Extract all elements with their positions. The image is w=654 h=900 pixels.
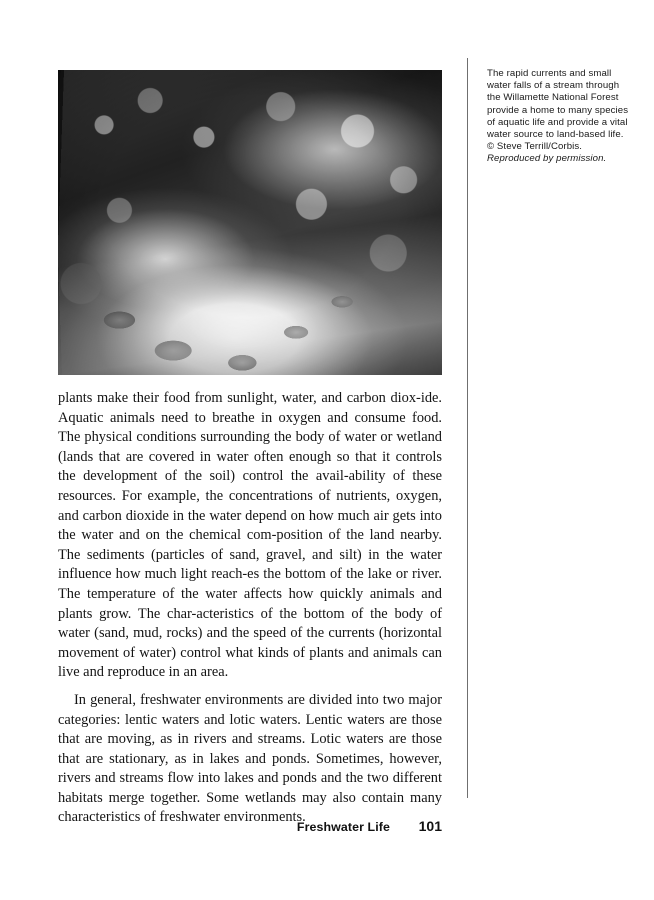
figure-permission-text: Reproduced by permission. xyxy=(487,153,607,165)
figure-credit-text: © Steve Terrill/Corbis. xyxy=(487,141,583,153)
margin-divider-rule xyxy=(467,58,468,798)
body-paragraph-2: In general, freshwater environments are divided into two major categories: lentic waters and lotic waters. Lentic waters are those that are moving, as in rivers and streams. Lotic waters are those that are stationary, as in lakes and ponds. Sometimes, however, rivers and streams flow into lakes and ponds and the two different habitats merge together. Some wetlands may also contain many characteristics of freshwater environments. xyxy=(58,691,442,826)
photograph-image xyxy=(58,70,442,375)
footer-page-number: 101 xyxy=(418,818,442,834)
footer-chapter-title: Freshwater Life xyxy=(296,820,390,834)
figure-caption-text: The rapid currents and small water falls of a stream through the Willamette National Forest provide a home to many species of aquatic life and provide a vital water source to land-based life. xyxy=(487,68,629,141)
figure-caption-block xyxy=(487,68,635,166)
body-text-column xyxy=(58,389,442,828)
page-footer xyxy=(58,818,442,834)
photo-layer-vignette xyxy=(58,70,442,375)
body-paragraph-1: plants make their food from sunlight, water, and carbon diox-ide. Aquatic animals need to breathe in oxygen and consume food. The physical conditions surrounding the body of water or wetland (lands that are covered in water often enough so that it controls the development of the soil) control the avail-ability of these resources. For example, the concentrations of nutrients, oxygen, and carbon dioxide in the water depend on how much air gets into the water and on the chemical com-position of the land nearby. The sediments (particles of sand, gravel, and silt) in the water influence how much light reach-es the bottom of the lake or river. The temperature of the water affects how quickly animals and plants grow. The char-acteristics of the bottom of the body of water (sand, mud, rocks) and the speed of the currents (horizontal movement of water) control what kinds of plants and animals can live and reproduce in an area. xyxy=(58,390,442,681)
forest-stream-photograph xyxy=(58,70,442,375)
